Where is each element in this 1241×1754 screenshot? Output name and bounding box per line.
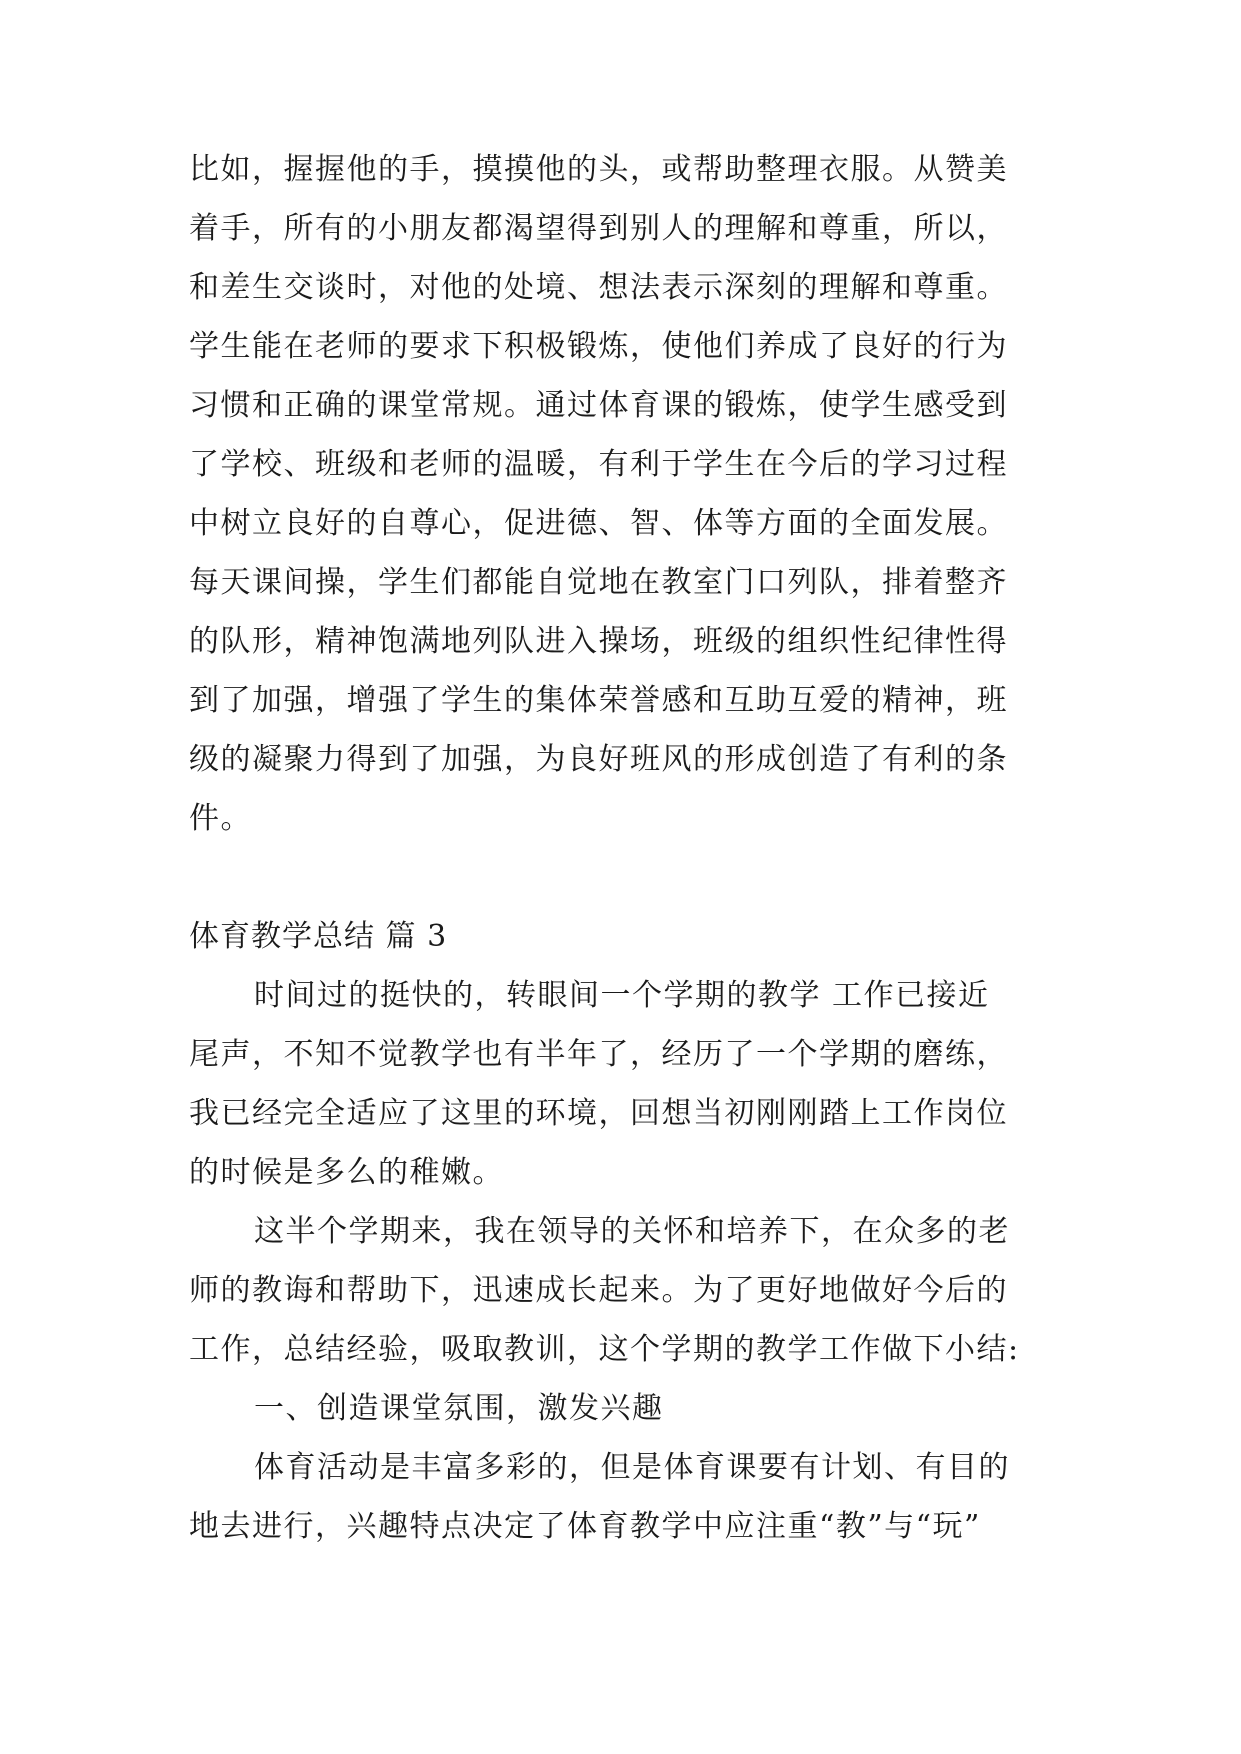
paragraph-line: 件。 xyxy=(189,801,252,836)
paragraph-line: 我已经完全适应了这里的环境，回想当初刚刚踏上工作岗位 xyxy=(189,1096,1008,1131)
paragraph-line: 的队形，精神饱满地列队进入操场，班级的组织性纪律性得 xyxy=(189,624,1008,659)
paragraph-line: 地去进行，兴趣特点决定了体育教学中应注重“教”与“玩” xyxy=(189,1509,981,1544)
paragraph-line: 工作，总结经验，吸取教训，这个学期的教学工作做下小结: xyxy=(189,1332,1020,1367)
paragraph-line: 体育活动是丰富多彩的，但是体育课要有计划、有目的 xyxy=(254,1450,1010,1485)
paragraph-line: 级的凝聚力得到了加强，为良好班风的形成创造了有利的条 xyxy=(189,742,1008,777)
paragraph-line: 到了加强，增强了学生的集体荣誉感和互助互爱的精神，班 xyxy=(189,683,1008,718)
subheading-line: 一、创造课堂氛围，激发兴趣 xyxy=(254,1391,664,1426)
section-heading: 体育教学总结 篇 3 xyxy=(189,919,448,954)
paragraph-line: 时间过的挺快的，转眼间一个学期的教学 工作已接近 xyxy=(254,978,990,1013)
paragraph-line: 了学校、班级和老师的温暖，有利于学生在今后的学习过程 xyxy=(189,447,1008,482)
paragraph-line: 着手，所有的小朋友都渴望得到别人的理解和尊重，所以， xyxy=(189,211,1008,246)
paragraph-line: 这半个学期来，我在领导的关怀和培养下，在众多的老 xyxy=(254,1214,1010,1249)
paragraph-line: 的时候是多么的稚嫩。 xyxy=(189,1155,504,1190)
paragraph-line: 中树立良好的自尊心，促进德、智、体等方面的全面发展。 xyxy=(189,506,1008,541)
paragraph-line: 每天课间操，学生们都能自觉地在教室门口列队，排着整齐 xyxy=(189,565,1008,600)
paragraph-line: 学生能在老师的要求下积极锻炼，使他们养成了良好的行为 xyxy=(189,329,1008,364)
paragraph-line: 比如，握握他的手，摸摸他的头，或帮助整理衣服。从赞美 xyxy=(189,152,1008,187)
paragraph-line: 尾声，不知不觉教学也有半年了，经历了一个学期的磨练， xyxy=(189,1037,1008,1072)
paragraph-line: 师的教诲和帮助下，迅速成长起来。为了更好地做好今后的 xyxy=(189,1273,1008,1308)
paragraph-line: 习惯和正确的课堂常规。通过体育课的锻炼，使学生感受到 xyxy=(189,388,1008,423)
paragraph-line: 和差生交谈时，对他的处境、想法表示深刻的理解和尊重。 xyxy=(189,270,1008,305)
